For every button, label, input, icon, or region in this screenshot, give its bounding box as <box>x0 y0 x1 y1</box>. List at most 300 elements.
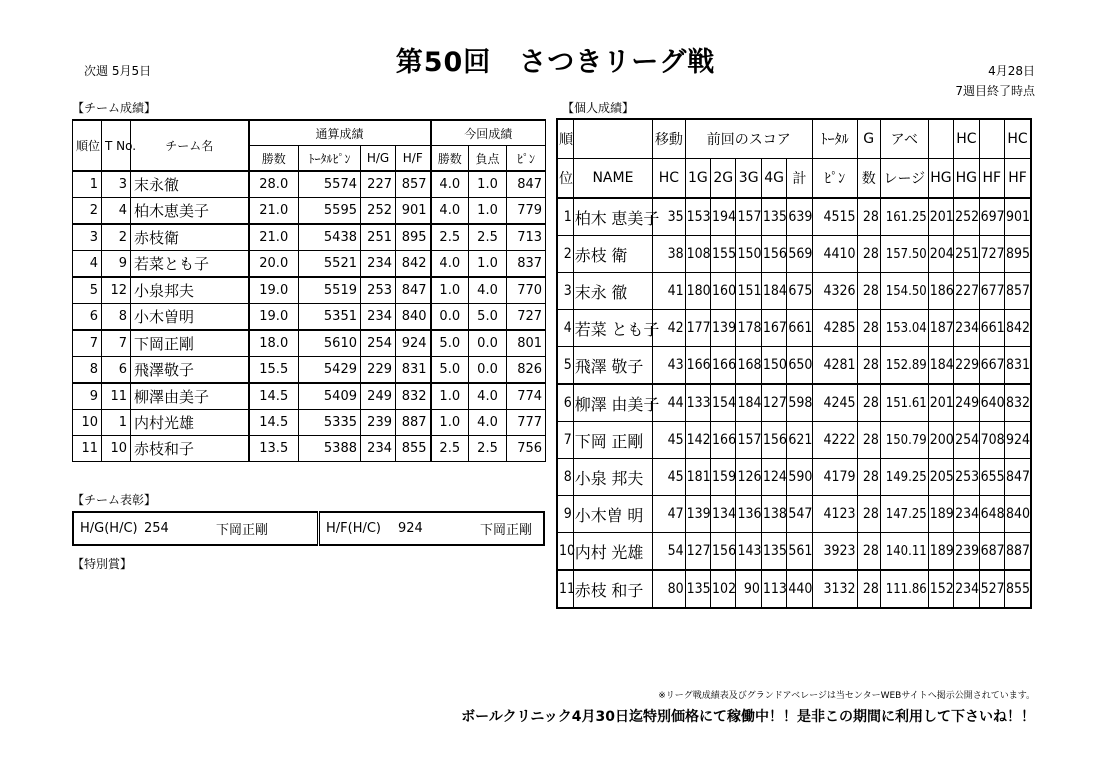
ih2-rage: レージ <box>880 159 928 199</box>
team-cell-cw: 4.0 <box>431 171 469 198</box>
ih-g: G <box>857 119 880 159</box>
indiv-cell-name: 若菜 とも子 <box>573 310 652 347</box>
team-cell-cl: 1.0 <box>469 198 507 225</box>
indiv-cell-hc: 44 <box>653 384 686 422</box>
indiv-cell-hg: 189 <box>928 496 953 533</box>
team-cell-pins: 5574 <box>299 171 361 198</box>
col-cur-points: 負点 <box>469 146 507 172</box>
team-cell-name: 飛澤敬子 <box>131 357 249 384</box>
indiv-cell-g3: 150 <box>736 236 761 273</box>
team-cell-cl: 1.0 <box>469 171 507 198</box>
team-cell-name: 柏木恵美子 <box>131 198 249 225</box>
indiv-cell-rank: 1 <box>557 198 573 236</box>
indiv-cell-pins: 4285 <box>812 310 857 347</box>
indiv-cell-g4: 124 <box>761 459 786 496</box>
indiv-cell-hf2: 847 <box>1004 459 1031 496</box>
indiv-cell-hg: 200 <box>928 422 953 459</box>
team-cell-hg: 234 <box>361 436 396 462</box>
ih-prev: 前回のスコア <box>685 119 812 159</box>
indiv-cell-sum: 440 <box>787 570 812 608</box>
indiv-cell-hf: 648 <box>979 496 1004 533</box>
indiv-cell-avg: 140.11 <box>880 533 928 571</box>
indiv-cell-hf2: 887 <box>1004 533 1031 571</box>
team-cell-hg: 249 <box>361 383 396 410</box>
indiv-cell-hf: 655 <box>979 459 1004 496</box>
indiv-cell-g1: 153 <box>685 198 710 236</box>
team-cell-cw: 4.0 <box>431 198 469 225</box>
team-cell-hg: 254 <box>361 330 396 357</box>
indiv-cell-g3: 178 <box>736 310 761 347</box>
team-cell-cp: 847 <box>507 171 546 198</box>
indiv-cell-hg2: 229 <box>954 347 979 385</box>
individual-row <box>557 459 1031 496</box>
team-cell-cp: 779 <box>507 198 546 225</box>
team-row <box>73 357 546 384</box>
indiv-cell-hc: 42 <box>653 310 686 347</box>
indiv-cell-avg: 157.50 <box>880 236 928 273</box>
team-cell-cw: 1.0 <box>431 410 469 436</box>
team-cell-hg: 251 <box>361 224 396 251</box>
indiv-cell-hg2: 251 <box>954 236 979 273</box>
team-cell-name: 若菜とも子 <box>131 251 249 278</box>
indiv-cell-pins: 4179 <box>812 459 857 496</box>
col-total-pins: ﾄｰﾀﾙﾋﾟﾝ <box>299 146 361 172</box>
team-cell-name: 末永徹 <box>131 171 249 198</box>
ih2-g1: 1G <box>685 159 710 199</box>
indiv-cell-hg2: 234 <box>954 570 979 608</box>
team-cell-hf: 924 <box>396 330 431 357</box>
team-row <box>73 224 546 251</box>
indiv-cell-hf2: 895 <box>1004 236 1031 273</box>
indiv-cell-pins: 4245 <box>812 384 857 422</box>
indiv-cell-hf: 687 <box>979 533 1004 571</box>
ih-avg: アベ <box>880 119 928 159</box>
team-cell-pins: 5429 <box>299 357 361 384</box>
team-cell-hg: 252 <box>361 198 396 225</box>
team-cell-wins: 21.0 <box>249 198 299 225</box>
indiv-cell-avg: 161.25 <box>880 198 928 236</box>
team-cell-cl: 0.0 <box>469 330 507 357</box>
team-cell-hf: 840 <box>396 304 431 331</box>
indiv-cell-g2: 166 <box>711 422 736 459</box>
col-hf: H/F <box>396 146 431 172</box>
team-cell-pins: 5438 <box>299 224 361 251</box>
team-cell-hg: 234 <box>361 304 396 331</box>
indiv-cell-hg2: 227 <box>954 273 979 310</box>
indiv-cell-g3: 126 <box>736 459 761 496</box>
indiv-cell-gc: 28 <box>857 236 880 273</box>
indiv-cell-sum: 675 <box>787 273 812 310</box>
team-cell-cl: 2.5 <box>469 224 507 251</box>
team-cell-name: 内村光雄 <box>131 410 249 436</box>
team-cell-wins: 14.5 <box>249 383 299 410</box>
team-cell-tno: 7 <box>102 330 131 357</box>
indiv-cell-hf: 677 <box>979 273 1004 310</box>
indiv-cell-g3: 90 <box>736 570 761 608</box>
team-cell-hg: 229 <box>361 357 396 384</box>
team-cell-hg: 227 <box>361 171 396 198</box>
ih2-rank: 位 <box>557 159 573 199</box>
indiv-cell-avg: 153.04 <box>880 310 928 347</box>
team-row <box>73 304 546 331</box>
indiv-cell-hg2: 239 <box>954 533 979 571</box>
team-cell-rank: 11 <box>73 436 102 462</box>
team-cell-rank: 6 <box>73 304 102 331</box>
ih2-hc: HC <box>653 159 686 199</box>
indiv-cell-hg2: 254 <box>954 422 979 459</box>
team-cell-cl: 2.5 <box>469 436 507 462</box>
indiv-cell-g3: 136 <box>736 496 761 533</box>
indiv-cell-gc: 28 <box>857 422 880 459</box>
indiv-cell-pins: 4410 <box>812 236 857 273</box>
indiv-cell-g2: 156 <box>711 533 736 571</box>
indiv-cell-hg: 152 <box>928 570 953 608</box>
team-cell-tno: 1 <box>102 410 131 436</box>
team-cell-pins: 5388 <box>299 436 361 462</box>
indiv-cell-hf2: 840 <box>1004 496 1031 533</box>
col-cur-pins: ﾋﾟﾝ <box>507 146 546 172</box>
ih2-pins: ﾋﾟﾝ <box>812 159 857 199</box>
indiv-cell-gc: 28 <box>857 273 880 310</box>
indiv-cell-hf2: 832 <box>1004 384 1031 422</box>
team-cell-name: 小木曽明 <box>131 304 249 331</box>
indiv-cell-g2: 160 <box>711 273 736 310</box>
col-cur-wins: 勝数 <box>431 146 469 172</box>
indiv-cell-hg2: 249 <box>954 384 979 422</box>
indiv-cell-rank: 4 <box>557 310 573 347</box>
team-cell-rank: 3 <box>73 224 102 251</box>
indiv-cell-g2: 154 <box>711 384 736 422</box>
team-row <box>73 383 546 410</box>
page-title: 第50回 さつきリーグ戦 <box>395 47 716 78</box>
indiv-cell-hg2: 252 <box>954 198 979 236</box>
team-cell-rank: 4 <box>73 251 102 278</box>
indiv-cell-gc: 28 <box>857 459 880 496</box>
indiv-cell-g1: 180 <box>685 273 710 310</box>
indiv-cell-name: 小木曽 明 <box>573 496 652 533</box>
next-week-date: 次週 5月5日 <box>84 64 152 78</box>
indiv-cell-g3: 168 <box>736 347 761 385</box>
ih-blank <box>573 119 652 159</box>
indiv-cell-g2: 155 <box>711 236 736 273</box>
team-cell-hf: 857 <box>396 171 431 198</box>
team-cell-hg: 239 <box>361 410 396 436</box>
indiv-cell-hg2: 234 <box>954 310 979 347</box>
footnote: ※リーグ戦成績表及びグランドアベレージは当センターWEBサイトへ掲示公開されています。 <box>658 691 1035 701</box>
team-cell-tno: 12 <box>102 277 131 304</box>
ih2-hf: HF <box>979 159 1004 199</box>
indiv-cell-rank: 7 <box>557 422 573 459</box>
indiv-cell-hg2: 253 <box>954 459 979 496</box>
individual-row <box>557 347 1031 385</box>
indiv-cell-hf: 667 <box>979 347 1004 385</box>
team-cell-cw: 5.0 <box>431 357 469 384</box>
individual-row <box>557 533 1031 571</box>
team-row <box>73 436 546 462</box>
individual-row <box>557 384 1031 422</box>
team-standings-table <box>72 119 546 462</box>
team-cell-name: 柳澤由美子 <box>131 383 249 410</box>
team-cell-wins: 14.5 <box>249 410 299 436</box>
indiv-cell-g4: 135 <box>761 198 786 236</box>
indiv-cell-hf: 708 <box>979 422 1004 459</box>
team-cell-cp: 801 <box>507 330 546 357</box>
indiv-cell-sum: 547 <box>787 496 812 533</box>
team-cell-rank: 10 <box>73 410 102 436</box>
team-cell-hf: 847 <box>396 277 431 304</box>
indiv-cell-g2: 134 <box>711 496 736 533</box>
team-cell-name: 下岡正剛 <box>131 330 249 357</box>
team-cell-wins: 18.0 <box>249 330 299 357</box>
col-rank: 順位 <box>73 120 102 171</box>
team-cell-pins: 5595 <box>299 198 361 225</box>
indiv-cell-hf: 640 <box>979 384 1004 422</box>
team-cell-wins: 15.5 <box>249 357 299 384</box>
team-section-label: 【チーム成績】 <box>72 101 157 115</box>
indiv-cell-g3: 157 <box>736 422 761 459</box>
ih2-sum: 計 <box>787 159 812 199</box>
team-cell-cp: 837 <box>507 251 546 278</box>
indiv-cell-hg: 189 <box>928 533 953 571</box>
team-cell-cw: 2.5 <box>431 436 469 462</box>
indiv-cell-g2: 102 <box>711 570 736 608</box>
indiv-cell-rank: 3 <box>557 273 573 310</box>
indiv-cell-name: 柏木 恵美子 <box>573 198 652 236</box>
indiv-cell-rank: 6 <box>557 384 573 422</box>
team-cell-hf: 831 <box>396 357 431 384</box>
indiv-cell-sum: 650 <box>787 347 812 385</box>
indiv-cell-g1: 135 <box>685 570 710 608</box>
indiv-cell-avg: 149.25 <box>880 459 928 496</box>
team-cell-hf: 895 <box>396 224 431 251</box>
indiv-cell-hc: 45 <box>653 422 686 459</box>
indiv-cell-g4: 113 <box>761 570 786 608</box>
indiv-cell-hf2: 831 <box>1004 347 1031 385</box>
indiv-cell-g4: 184 <box>761 273 786 310</box>
team-cell-cp: 777 <box>507 410 546 436</box>
indiv-cell-sum: 590 <box>787 459 812 496</box>
indiv-cell-hc: 43 <box>653 347 686 385</box>
indiv-cell-gc: 28 <box>857 347 880 385</box>
indiv-cell-sum: 561 <box>787 533 812 571</box>
indiv-cell-hf2: 857 <box>1004 273 1031 310</box>
ih-hc1: HC <box>954 119 979 159</box>
team-row <box>73 198 546 225</box>
ih-rank: 順 <box>557 119 573 159</box>
award-hg-label: H/G(H/C) <box>80 521 138 536</box>
team-award-table <box>72 511 545 546</box>
indiv-cell-g1: 181 <box>685 459 710 496</box>
team-cell-cw: 4.0 <box>431 251 469 278</box>
team-cell-pins: 5521 <box>299 251 361 278</box>
indiv-cell-hg: 187 <box>928 310 953 347</box>
team-cell-cl: 1.0 <box>469 251 507 278</box>
indiv-cell-sum: 621 <box>787 422 812 459</box>
indiv-cell-g3: 151 <box>736 273 761 310</box>
indiv-cell-g2: 194 <box>711 198 736 236</box>
indiv-cell-gc: 28 <box>857 198 880 236</box>
indiv-cell-rank: 2 <box>557 236 573 273</box>
indiv-cell-name: 飛澤 敬子 <box>573 347 652 385</box>
indiv-cell-g1: 177 <box>685 310 710 347</box>
indiv-cell-g4: 127 <box>761 384 786 422</box>
team-cell-hf: 855 <box>396 436 431 462</box>
ih2-g2: 2G <box>711 159 736 199</box>
team-cell-tno: 10 <box>102 436 131 462</box>
indiv-cell-g4: 156 <box>761 236 786 273</box>
indiv-cell-g1: 133 <box>685 384 710 422</box>
team-cell-cl: 4.0 <box>469 277 507 304</box>
indiv-cell-g1: 108 <box>685 236 710 273</box>
indiv-cell-g1: 139 <box>685 496 710 533</box>
team-cell-wins: 19.0 <box>249 277 299 304</box>
ih-blank3 <box>979 119 1004 159</box>
ih-move: 移動 <box>653 119 686 159</box>
team-cell-wins: 19.0 <box>249 304 299 331</box>
indiv-cell-hc: 45 <box>653 459 686 496</box>
team-cell-cp: 713 <box>507 224 546 251</box>
indiv-cell-rank: 11 <box>557 570 573 608</box>
team-cell-cl: 4.0 <box>469 383 507 410</box>
indiv-cell-g1: 142 <box>685 422 710 459</box>
indiv-cell-hc: 54 <box>653 533 686 571</box>
team-cell-name: 赤枝和子 <box>131 436 249 462</box>
team-cell-cp: 770 <box>507 277 546 304</box>
ih-blank2 <box>928 119 953 159</box>
indiv-cell-pins: 3923 <box>812 533 857 571</box>
indiv-cell-pins: 4281 <box>812 347 857 385</box>
team-cell-cw: 1.0 <box>431 277 469 304</box>
team-cell-tno: 2 <box>102 224 131 251</box>
team-cell-pins: 5519 <box>299 277 361 304</box>
team-cell-cp: 826 <box>507 357 546 384</box>
indiv-cell-rank: 9 <box>557 496 573 533</box>
indiv-cell-g2: 166 <box>711 347 736 385</box>
ih2-hf2: HF <box>1004 159 1031 199</box>
ih2-gcount: 数 <box>857 159 880 199</box>
indiv-cell-sum: 569 <box>787 236 812 273</box>
indiv-cell-avg: 150.79 <box>880 422 928 459</box>
indiv-cell-hg: 204 <box>928 236 953 273</box>
indiv-cell-hf2: 855 <box>1004 570 1031 608</box>
indiv-cell-sum: 639 <box>787 198 812 236</box>
ih2-hg: HG <box>928 159 953 199</box>
award-section-label: 【チーム表彰】 <box>72 493 157 507</box>
indiv-cell-gc: 28 <box>857 310 880 347</box>
team-cell-cl: 0.0 <box>469 357 507 384</box>
indiv-cell-hf2: 842 <box>1004 310 1031 347</box>
team-row <box>73 410 546 436</box>
individual-standings-table <box>556 118 1032 609</box>
indiv-cell-pins: 4326 <box>812 273 857 310</box>
team-cell-wins: 28.0 <box>249 171 299 198</box>
team-cell-rank: 5 <box>73 277 102 304</box>
indiv-cell-pins: 4515 <box>812 198 857 236</box>
team-row <box>73 171 546 198</box>
team-cell-tno: 9 <box>102 251 131 278</box>
indiv-cell-rank: 8 <box>557 459 573 496</box>
indiv-cell-rank: 10 <box>557 533 573 571</box>
indiv-cell-hg: 201 <box>928 198 953 236</box>
indiv-cell-gc: 28 <box>857 533 880 571</box>
indiv-cell-name: 末永 徹 <box>573 273 652 310</box>
indiv-cell-hc: 41 <box>653 273 686 310</box>
team-cell-cp: 774 <box>507 383 546 410</box>
indiv-cell-name: 赤枝 衛 <box>573 236 652 273</box>
indiv-cell-hc: 80 <box>653 570 686 608</box>
indiv-cell-g3: 143 <box>736 533 761 571</box>
indiv-cell-sum: 598 <box>787 384 812 422</box>
indiv-cell-g4: 167 <box>761 310 786 347</box>
individual-row <box>557 236 1031 273</box>
indiv-cell-pins: 4123 <box>812 496 857 533</box>
indiv-cell-g1: 166 <box>685 347 710 385</box>
team-cell-name: 小泉邦夫 <box>131 277 249 304</box>
team-cell-tno: 3 <box>102 171 131 198</box>
indiv-cell-gc: 28 <box>857 570 880 608</box>
team-cell-pins: 5610 <box>299 330 361 357</box>
team-cell-hf: 832 <box>396 383 431 410</box>
individual-section-label: 【個人成績】 <box>562 101 635 115</box>
indiv-cell-name: 内村 光雄 <box>573 533 652 571</box>
indiv-cell-hg: 186 <box>928 273 953 310</box>
team-cell-cl: 4.0 <box>469 410 507 436</box>
individual-row <box>557 422 1031 459</box>
team-cell-cw: 5.0 <box>431 330 469 357</box>
indiv-cell-hg: 201 <box>928 384 953 422</box>
award-hg-name: 下岡正剛 <box>216 523 269 538</box>
award-hf-label: H/F(H/C) <box>319 512 393 545</box>
ih-hc2: HC <box>1004 119 1031 159</box>
indiv-cell-g4: 138 <box>761 496 786 533</box>
col-team-name: チーム名 <box>131 120 249 171</box>
ih-total: ﾄｰﾀﾙ <box>812 119 857 159</box>
ih2-name: NAME <box>573 159 652 199</box>
indiv-cell-g2: 139 <box>711 310 736 347</box>
team-cell-pins: 5409 <box>299 383 361 410</box>
indiv-cell-avg: 154.50 <box>880 273 928 310</box>
team-cell-pins: 5351 <box>299 304 361 331</box>
col-wins: 勝数 <box>249 146 299 172</box>
promo-banner: ボールクリニック4月30日迄特別価格にて稼働中！！是非この期間に利用して下さいね！！ <box>461 709 1035 725</box>
individual-row <box>557 198 1031 236</box>
week-status: 7週目終了時点 <box>955 84 1035 98</box>
indiv-cell-hf: 661 <box>979 310 1004 347</box>
ih2-g4: 4G <box>761 159 786 199</box>
team-cell-tno: 8 <box>102 304 131 331</box>
indiv-cell-g4: 156 <box>761 422 786 459</box>
indiv-cell-pins: 4222 <box>812 422 857 459</box>
indiv-cell-hf: 527 <box>979 570 1004 608</box>
team-cell-rank: 8 <box>73 357 102 384</box>
indiv-cell-g4: 150 <box>761 347 786 385</box>
team-cell-hg: 253 <box>361 277 396 304</box>
indiv-cell-hc: 47 <box>653 496 686 533</box>
indiv-cell-hg2: 234 <box>954 496 979 533</box>
team-cell-cl: 5.0 <box>469 304 507 331</box>
indiv-cell-g3: 184 <box>736 384 761 422</box>
special-section-label: 【特別賞】 <box>72 557 133 571</box>
col-hg: H/G <box>361 146 396 172</box>
indiv-cell-pins: 3132 <box>812 570 857 608</box>
col-tno: T No. <box>102 120 131 171</box>
indiv-cell-hg: 184 <box>928 347 953 385</box>
award-hg-value: 254 <box>144 521 169 536</box>
team-cell-cp: 727 <box>507 304 546 331</box>
indiv-cell-avg: 152.89 <box>880 347 928 385</box>
ih2-g3: 3G <box>736 159 761 199</box>
team-row <box>73 251 546 278</box>
